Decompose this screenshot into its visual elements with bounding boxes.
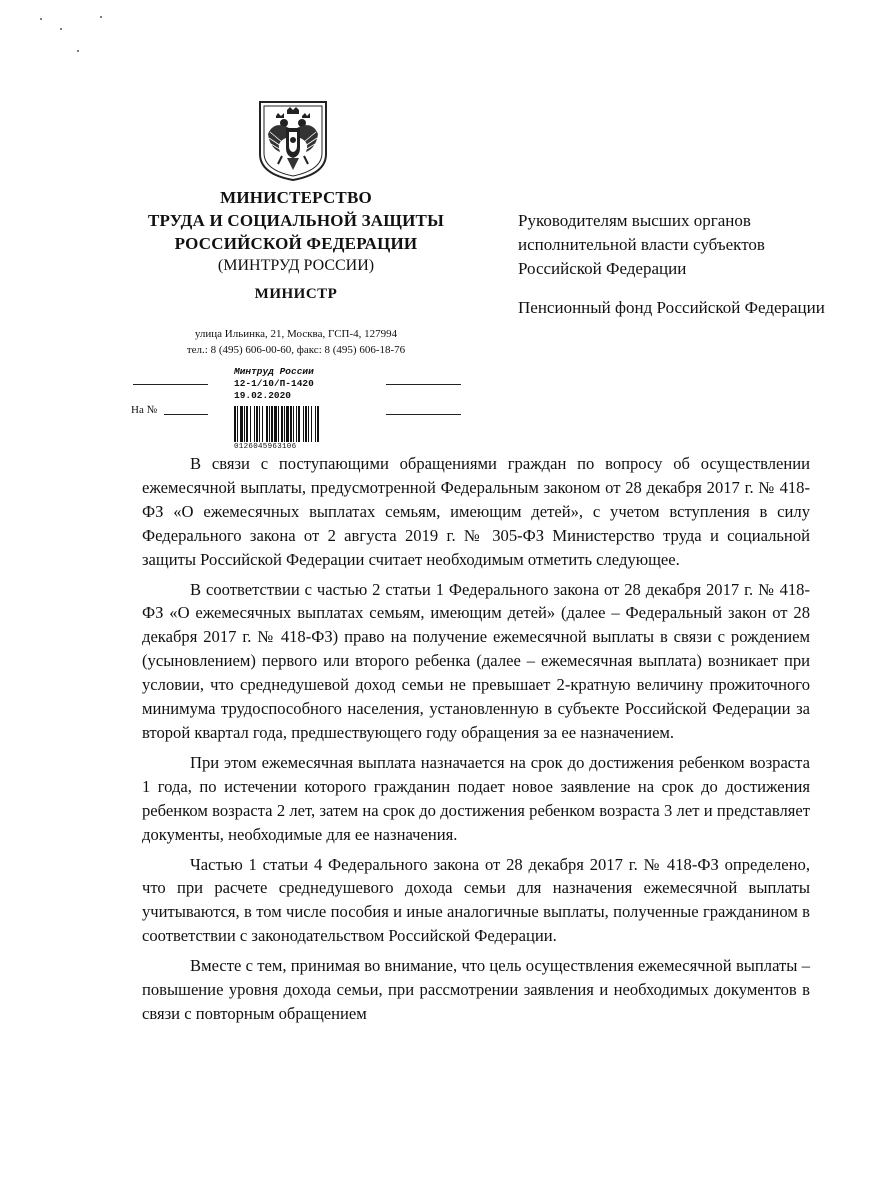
body-paragraph-1: В связи с поступающими обращениями граждан по вопросу об осуществлении ежемесячной выплаты, предусмотренной Федеральным законом от 28 декабря 2017 г. № 418-ФЗ «О ежемесячных выплатах семьям, имеющим детей», с учетом вступления в силу Федерального закона от 2 августа 2019 г. № 305-ФЗ Министерство труда и социальной защиты Российской Федерации считает необходимым отметить следующее.	[142, 454, 810, 569]
barcode-bar	[237, 406, 238, 442]
barcode-bar	[234, 406, 236, 442]
barcode-bar	[250, 406, 251, 442]
barcode-bar	[271, 406, 273, 442]
ref-date-rule	[386, 414, 461, 415]
barcode-bar	[274, 406, 277, 442]
barcode-bar	[303, 406, 304, 442]
barcode-bar	[244, 406, 245, 442]
barcode-bar	[246, 406, 248, 442]
recipient-pension-fund: Пенсионный фонд Российской Федерации	[518, 298, 825, 317]
letter-body	[142, 452, 810, 1026]
barcode-bar	[317, 406, 319, 442]
body-paragraph-4: Частью 1 статьи 4 Федерального закона от 28 декабря 2017 г. № 418-ФЗ определено, что при расчете среднедушевого дохода семьи для назначения ежемесячной выплаты учитываются, в том числе пособия и иные аналогичные выплаты, полученные гражданином в соответствии с законодательством Российской Федерации.	[142, 854, 810, 946]
ministry-name	[120, 186, 472, 277]
barcode-bar	[278, 406, 279, 442]
coat-of-arms-emblem	[256, 98, 330, 182]
barcode-bar	[266, 406, 268, 442]
registration-stamp	[234, 366, 394, 402]
ministry-name-line-2: ТРУДА И СОЦИАЛЬНОЙ ЗАЩИТЫ	[148, 211, 444, 230]
barcode-number: 0126045963106	[234, 443, 297, 451]
barcode	[234, 406, 372, 444]
ref-number-rule	[164, 414, 208, 415]
barcode-bar	[284, 406, 285, 442]
ref-label: На №	[131, 404, 158, 416]
barcode-bar	[315, 406, 316, 442]
barcode-bar	[269, 406, 270, 442]
barcode-bar	[286, 406, 289, 442]
stamp-org: Минтруд России	[234, 366, 314, 377]
barcode-bar	[308, 406, 309, 442]
body-paragraph-5: Вместе с тем, принимая во внимание, что цель осуществления ежемесячной выплаты – повышение уровня дохода семьи, при рассмотрении заявления и необходимых документов в связи с повторным обращением	[142, 956, 810, 1023]
recipient-regional-authorities: Руководителям высших органов исполнительной власти субъектов Российской Федерации	[518, 211, 765, 278]
barcode-bar	[281, 406, 283, 442]
ministry-name-line-3: РОССИЙСКОЙ ФЕДЕРАЦИИ	[174, 234, 418, 253]
barcode-bar	[259, 406, 260, 442]
recipients-block	[518, 209, 838, 335]
ministry-abbreviation: (МИНТРУД РОССИИ)	[217, 257, 375, 274]
barcode-bar	[311, 406, 312, 442]
minister-title: МИНИСТР	[254, 286, 338, 302]
barcode-bar	[256, 406, 258, 442]
ministry-name-line-1: МИНИСТЕРСТВО	[220, 188, 372, 207]
barcode-bar	[293, 406, 294, 442]
barcode-bar	[254, 406, 255, 442]
barcode-bar	[296, 406, 297, 442]
body-paragraph-2: В соответствии с частью 2 статьи 1 Федерального закона от 28 декабря 2017 г. № 418-ФЗ «О ежемесячных выплатах семьям, имеющим детей» (далее – Федеральный закон от 28 декабря 2017 г. № 418-ФЗ) право на получение ежемесячной выплаты в связи с рождением (усыновлением) первого или второго ребенка (далее – ежемесячная выплата) возникает при условии, что среднедушевой доход семьи не превышает 2-кратную величину прожиточного минимума трудоспособного населения, установленную в субъекте Российской Федерации за второй квартал года, предшествующего году обращения за ее назначением.	[142, 579, 810, 742]
ref-rule-left	[133, 384, 208, 385]
barcode-bar	[298, 406, 300, 442]
body-paragraph-3: При этом ежемесячная выплата назначается на срок до достижения ребенком возраста 1 года, по истечении которого гражданин подает новое заявление на срок до достижения ребенком возраста 2 лет, затем на срок до достижения ребенком возраста 3 лет и представляет документы, необходимые для ее назначения.	[142, 752, 810, 844]
stamp-number: 12-1/10/П-1420	[234, 378, 314, 389]
barcode-bar	[290, 406, 292, 442]
ministry-address	[120, 326, 472, 358]
barcode-bar	[262, 406, 263, 442]
barcode-bar	[305, 406, 307, 442]
address-line: улица Ильинка, 21, Москва, ГСП-4, 127994	[194, 328, 398, 340]
contacts-line: тел.: 8 (495) 606-00-60, факс: 8 (495) 606-18-76	[186, 344, 406, 356]
ref-rule-right	[386, 384, 461, 385]
stamp-date: 19.02.2020	[234, 390, 292, 401]
barcode-bar	[240, 406, 243, 442]
